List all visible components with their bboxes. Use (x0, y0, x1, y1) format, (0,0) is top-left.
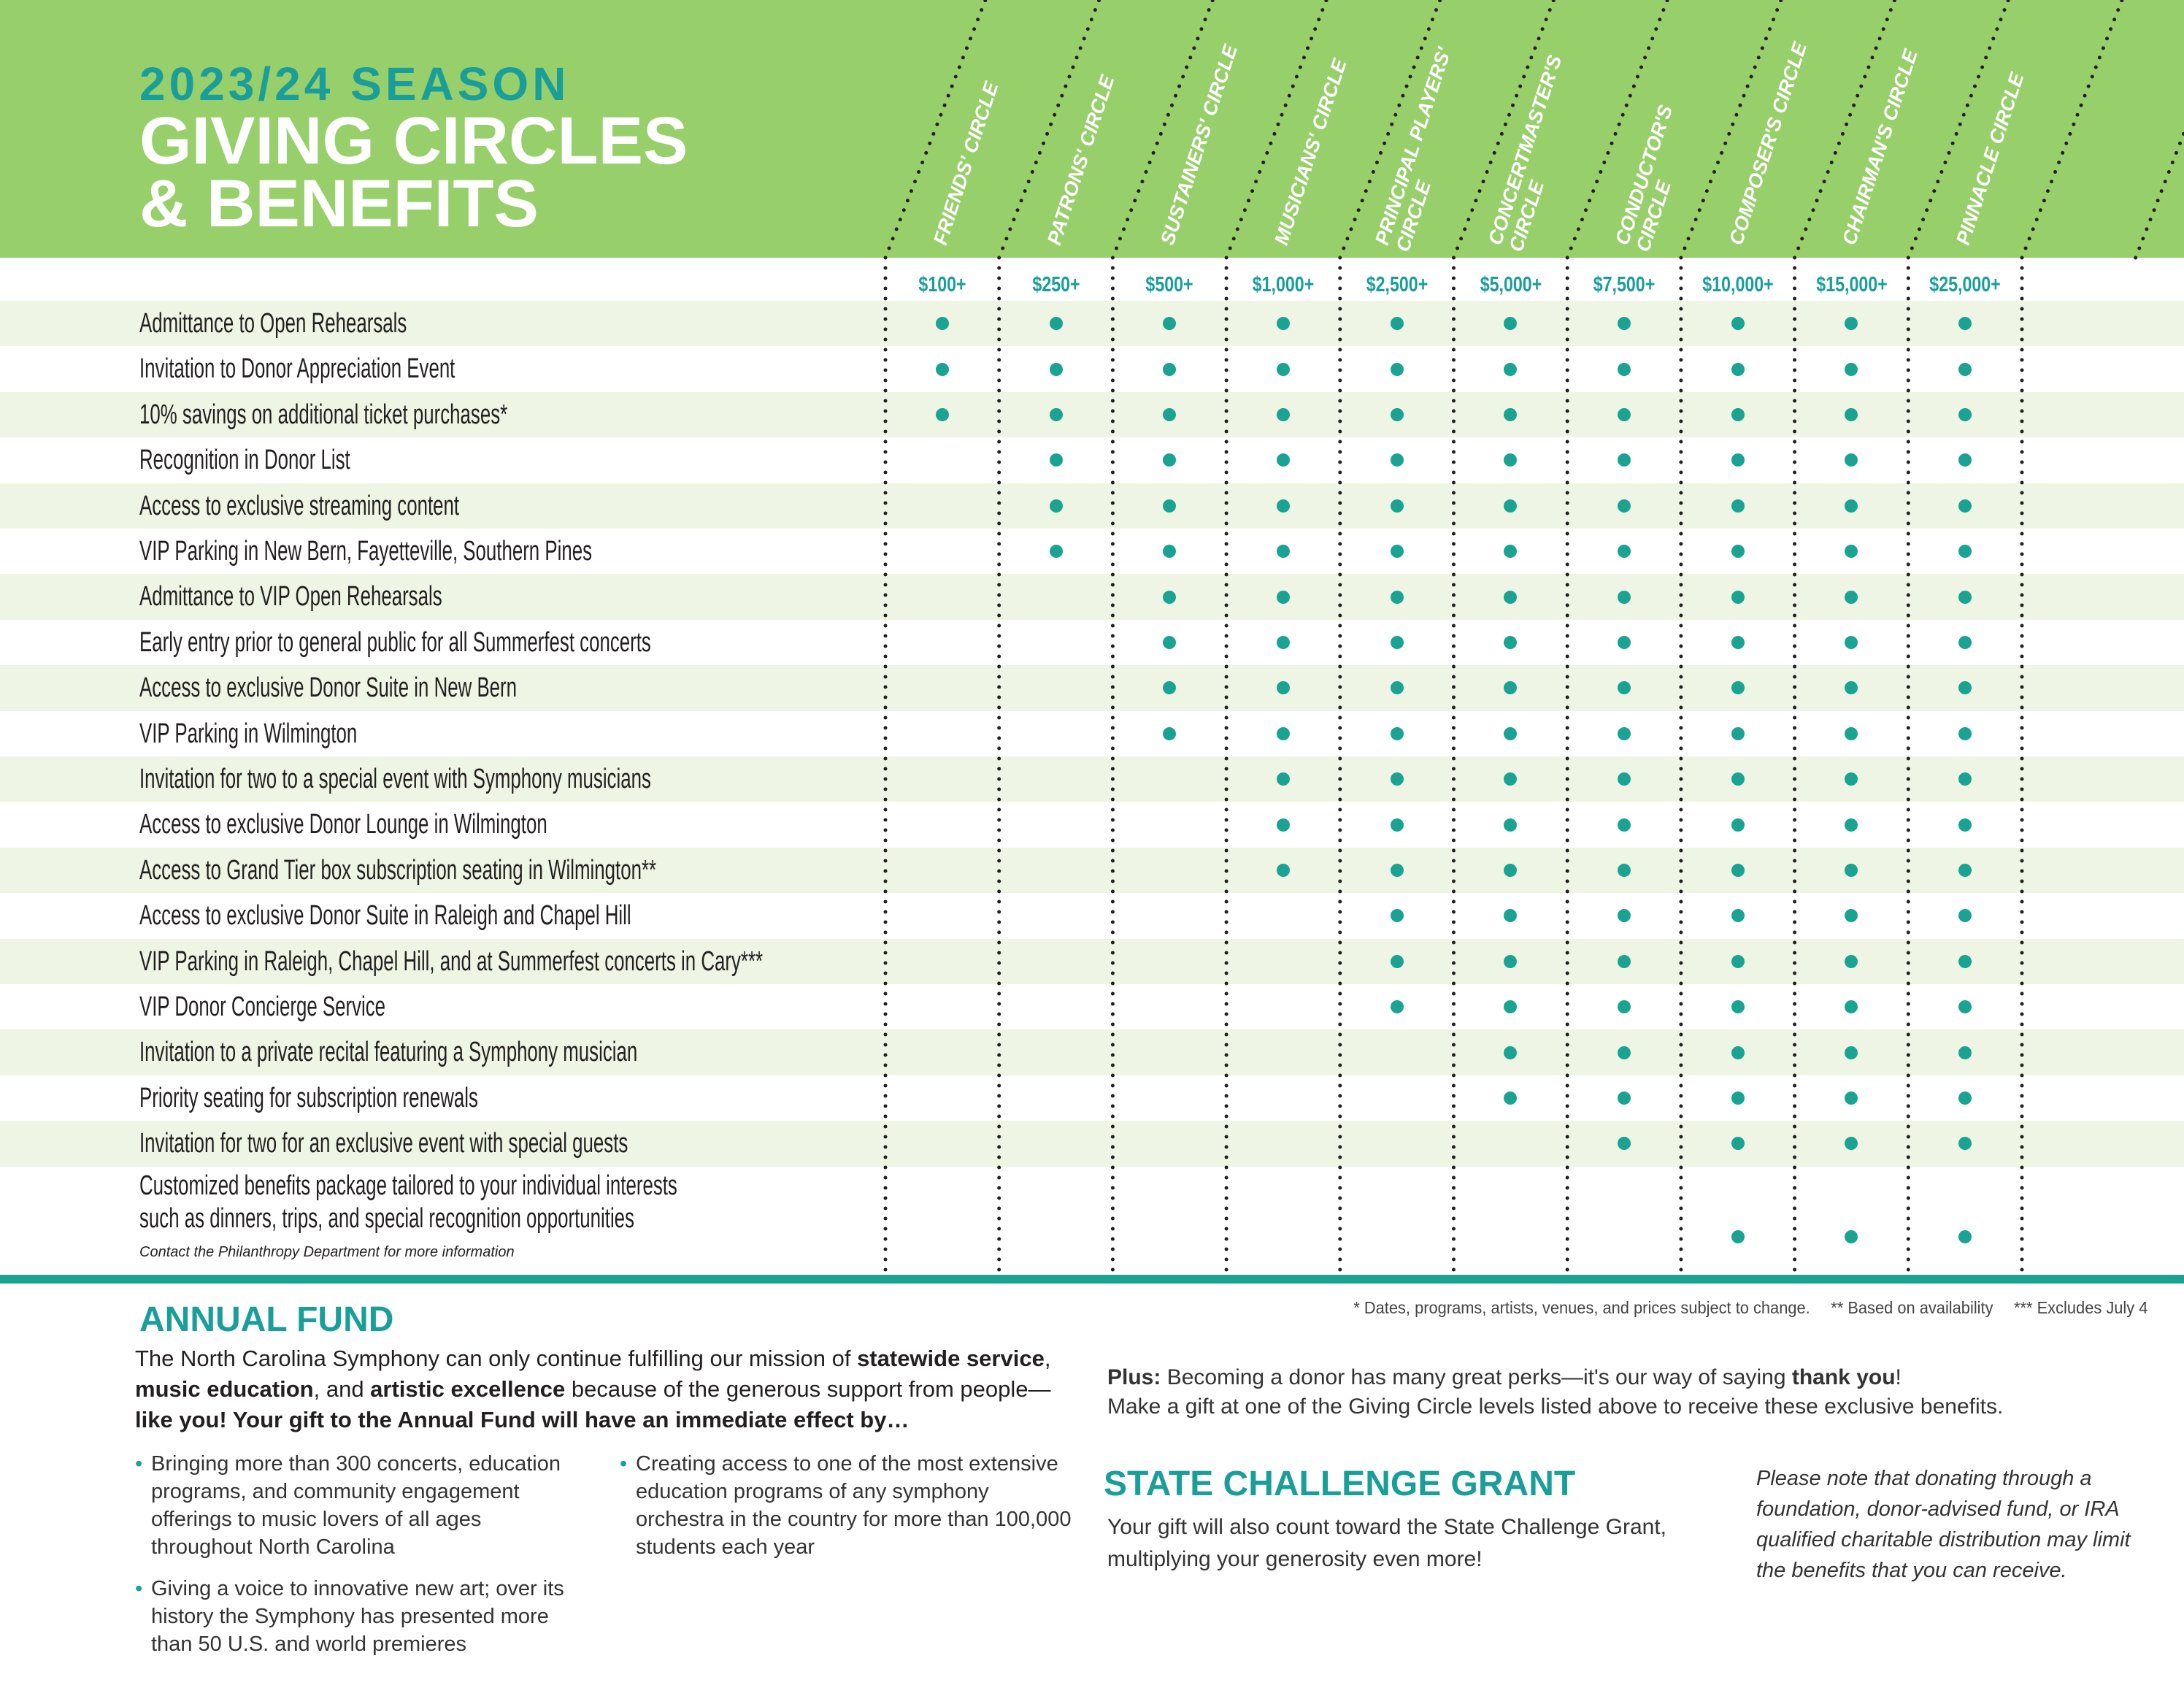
dotted-divider (1340, 0, 1440, 1275)
benefit-label: Early entry prior to general public for all Summerfest concerts (139, 626, 651, 658)
column-header: MUSICIANS' CIRCLE (1269, 56, 1351, 248)
column-price: $100+ (918, 273, 966, 296)
bullet-item: • Giving a voice to innovative new art; over its history the Symphony has presented more than 50 U.S. and world premieres (135, 1575, 588, 1658)
benefit-label: VIP Donor Concierge Service (139, 991, 386, 1022)
benefit-label: Invitation for two for an exclusive event with special guests (139, 1128, 628, 1159)
column-header: CONCERTMASTER'S CIRCLE (1484, 52, 1566, 255)
plus-label: Plus: (1107, 1365, 1161, 1389)
plus-body: Becoming a donor has many great perks—it's our way of saying (1161, 1365, 1792, 1389)
paragraph-segment: The North Carolina Symphony can only continue fulfilling our mission of (135, 1346, 858, 1371)
state-challenge-text: Your gift will also count toward the State Challenge Grant, multiplying your generosity even more! (1107, 1515, 1666, 1571)
paragraph-segment: statewide service (857, 1346, 1045, 1371)
paragraph-segment: artistic excellence (370, 1376, 566, 1402)
annual-fund-title: ANNUAL FUND (139, 1300, 394, 1339)
bullet-item: • Bringing more than 300 concerts, education programs, and community engagement offerings to music lovers of all ages throughout North Carolina (135, 1450, 588, 1561)
dotted-divider (1681, 0, 1781, 1275)
benefit-label: VIP Parking in New Bern, Fayetteville, Southern Pines (139, 536, 593, 567)
paragraph-segment: like you! Your gift to the Annual Fund will have an immediate effect by… (135, 1407, 910, 1432)
benefit-label: Priority seating for subscription renewals (139, 1082, 478, 1113)
benefit-label: Access to exclusive streaming content (139, 490, 460, 521)
column-header: SUSTAINERS' CIRCLE (1156, 42, 1242, 248)
footnote: * Dates, programs, artists, venues, and prices subject to change. (1353, 1298, 1810, 1317)
column-price: $500+ (1145, 273, 1193, 296)
benefit-label: Access to exclusive Donor Suite in New Bern (139, 672, 518, 704)
paragraph-segment: because of the generous support from people— (565, 1376, 1051, 1402)
footnotes (1332, 1298, 2148, 1318)
benefit-label: VIP Parking in Wilmington (139, 718, 358, 749)
ira-note: Please note that donating through a foundation, donor-advised fund, or IRA qualified charitable distribution may limit the benefits that you can receive. (1756, 1467, 2131, 1582)
benefit-label: Access to Grand Tier box subscription seating in Wilmington** (139, 854, 657, 886)
paragraph-segment: , and (313, 1376, 371, 1402)
footnote: ** Based on availability (1830, 1298, 1993, 1317)
benefit-label: 10% savings on additional ticket purchases* (139, 399, 508, 430)
season-label: 2023/24 SEASON (139, 58, 570, 110)
benefit-label: Invitation for two to a special event with Symphony musicians (139, 764, 651, 794)
plus-line2: Make a gift at one of the Giving Circle levels listed above to receive these exclusive benefits. (1107, 1394, 2004, 1419)
column-price: $15,000+ (1815, 273, 1888, 296)
dotted-divider (1567, 0, 1667, 1275)
column-price: $10,000+ (1702, 273, 1774, 296)
column-header: FRIENDS' CIRCLE (928, 79, 1003, 248)
dotted-divider (885, 0, 985, 1275)
dotted-divider (1112, 0, 1212, 1275)
benefit-note: Contact the Philanthropy Department for more information (139, 1243, 515, 1260)
dotted-divider (2136, 0, 2184, 258)
column-price: $25,000+ (1929, 273, 2001, 296)
dotted-divider (1908, 0, 2008, 1275)
column-price: $5,000+ (1480, 273, 1542, 296)
column-price: $250+ (1032, 273, 1080, 296)
paragraph-segment: music education (135, 1376, 314, 1402)
column-header: PINNACLE CIRCLE (1952, 70, 2029, 248)
column-price: $7,500+ (1593, 273, 1656, 296)
column-header: CHAIRMAN'S CIRCLE (1838, 47, 1923, 248)
dotted-divider (1454, 0, 1554, 1275)
benefit-label: Invitation to Donor Appreciation Event (139, 353, 455, 385)
plus-end: ! (1895, 1365, 1902, 1389)
benefit-label: Recognition in Donor List (139, 445, 350, 476)
column-header: PRINCIPAL PLAYERS' CIRCLE (1370, 45, 1456, 255)
dotted-divider (2022, 0, 2122, 1275)
paragraph-segment: , (1044, 1346, 1051, 1371)
column-price: $1,000+ (1252, 273, 1315, 296)
dotted-divider (1226, 0, 1326, 1275)
divider-bar (0, 1275, 2184, 1284)
dotted-divider (999, 0, 1099, 1275)
benefit-label: Admittance to VIP Open Rehearsals (139, 581, 442, 613)
benefit-label: VIP Parking in Raleigh, Chapel Hill, and at Summerfest concerts in Cary*** (139, 945, 764, 977)
footnote: *** Excludes July 4 (2013, 1298, 2148, 1317)
benefit-label: Access to exclusive Donor Suite in Raleigh and Chapel Hill (139, 900, 631, 932)
benefit-label: Customized benefits package tailored to your individual interests such as dinners, trips, and special recognition opportunities (139, 1170, 677, 1234)
page-title: GIVING CIRCLES & BENEFITS (139, 104, 688, 241)
dotted-divider (1795, 0, 1895, 1275)
column-header: PATRONS' CIRCLE (1042, 72, 1118, 248)
benefit-label: Admittance to Open Rehearsals (139, 308, 407, 339)
benefit-label: Access to exclusive Donor Lounge in Wilmington (139, 809, 547, 840)
plus-text (1107, 1363, 2003, 1422)
column-header: CONDUCTOR'S CIRCLE (1611, 102, 1677, 255)
benefit-label: Invitation to a private recital featuring a Symphony musician (139, 1037, 638, 1068)
column-header: COMPOSER'S CIRCLE (1724, 39, 1811, 248)
annual-fund-paragraph (135, 1343, 1084, 1435)
column-price: $2,500+ (1366, 273, 1429, 296)
bullet-item: • Creating access to one of the most extensive education programs of any symphony orchestra in the country for more than 100,000 students each year (620, 1450, 1072, 1561)
state-challenge-title: STATE CHALLENGE GRANT (1104, 1465, 1576, 1503)
plus-bold: thank you (1791, 1365, 1896, 1389)
